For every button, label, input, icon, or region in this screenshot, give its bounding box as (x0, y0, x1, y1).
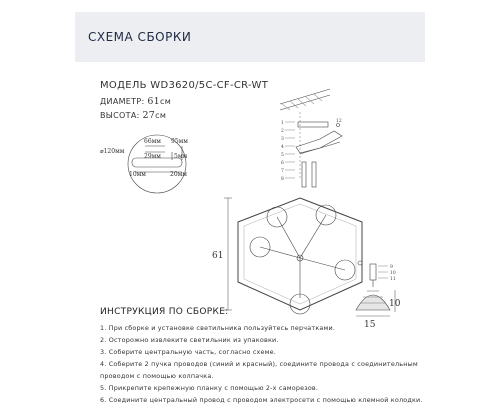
part-8: 8 (281, 177, 284, 182)
rod-left (302, 162, 306, 187)
socket (370, 264, 376, 280)
dim-120: ⌀120мм (100, 148, 125, 155)
part-5: 5 (281, 153, 284, 158)
part-2: 2 (281, 129, 284, 134)
part-12: 12 (336, 119, 342, 124)
dim-5: 5мм (174, 153, 188, 160)
part-11: 11 (390, 277, 396, 282)
page-title: СХЕМА СБОРКИ (88, 30, 192, 44)
height-value: 27 (142, 110, 156, 121)
part-7: 7 (281, 169, 284, 174)
bracket (298, 122, 328, 127)
part-6: 6 (281, 161, 284, 166)
exploded-view (280, 89, 342, 187)
instruction-item: 4. Соберите 2 пучка проводов (синий и красный), соедините провода с соединительным (100, 360, 418, 368)
part-9: 9 (390, 265, 393, 270)
diameter-unit: см (160, 97, 172, 106)
instruction-item: 2. Осторожно извлеките светильник из упаковки. (100, 336, 279, 344)
dim-95: 95мм (171, 138, 188, 145)
diameter-value: 61 (147, 96, 161, 107)
instruction-item: 5. Прикрепите крепежную планку с помощью 2-х саморезов. (100, 384, 319, 392)
dim-shade-width: 15 (364, 320, 376, 330)
dim-10: 10мм (129, 171, 146, 178)
fixture-top-view (224, 198, 362, 314)
rod-right (312, 162, 316, 187)
instruction-item: 1. При сборке и установке светильника пользуйтесь перчатками. (100, 324, 336, 332)
height-unit: см (155, 111, 167, 120)
instruction-item: 6. Соедините центральный провод с проводом электросети с помощью клемной колодки. (100, 396, 423, 404)
part-1: 1 (281, 121, 284, 126)
diameter-label: ДИАМЕТР: (100, 97, 145, 106)
dim-29: 29мм (144, 153, 161, 160)
dim-shade-height: 10 (389, 299, 401, 309)
part-3: 3 (281, 137, 284, 142)
arm-1 (277, 217, 300, 258)
instruction-item: 3. Соберите центральную часть, согласно схеме. (100, 348, 277, 356)
dim-20: 20мм (170, 171, 187, 178)
arm-3 (300, 258, 345, 270)
model-label: МОДЕЛЬ WD3620/5C-CF-CR-WT (100, 80, 269, 91)
instruction-item: проводом с помощью колпачка. (100, 372, 214, 380)
arm-2 (300, 215, 326, 258)
arm-5 (260, 247, 300, 258)
part-4: 4 (281, 145, 284, 150)
instructions-list (100, 322, 480, 406)
canopy (296, 131, 342, 153)
dim-66: 66мм (144, 138, 161, 145)
dim-overall: 61 (212, 251, 224, 261)
height-label: ВЫСОТА: (100, 111, 140, 120)
instructions-title: ИНСТРУКЦИЯ ПО СБОРКЕ: (100, 307, 229, 317)
part-10: 10 (390, 271, 396, 276)
